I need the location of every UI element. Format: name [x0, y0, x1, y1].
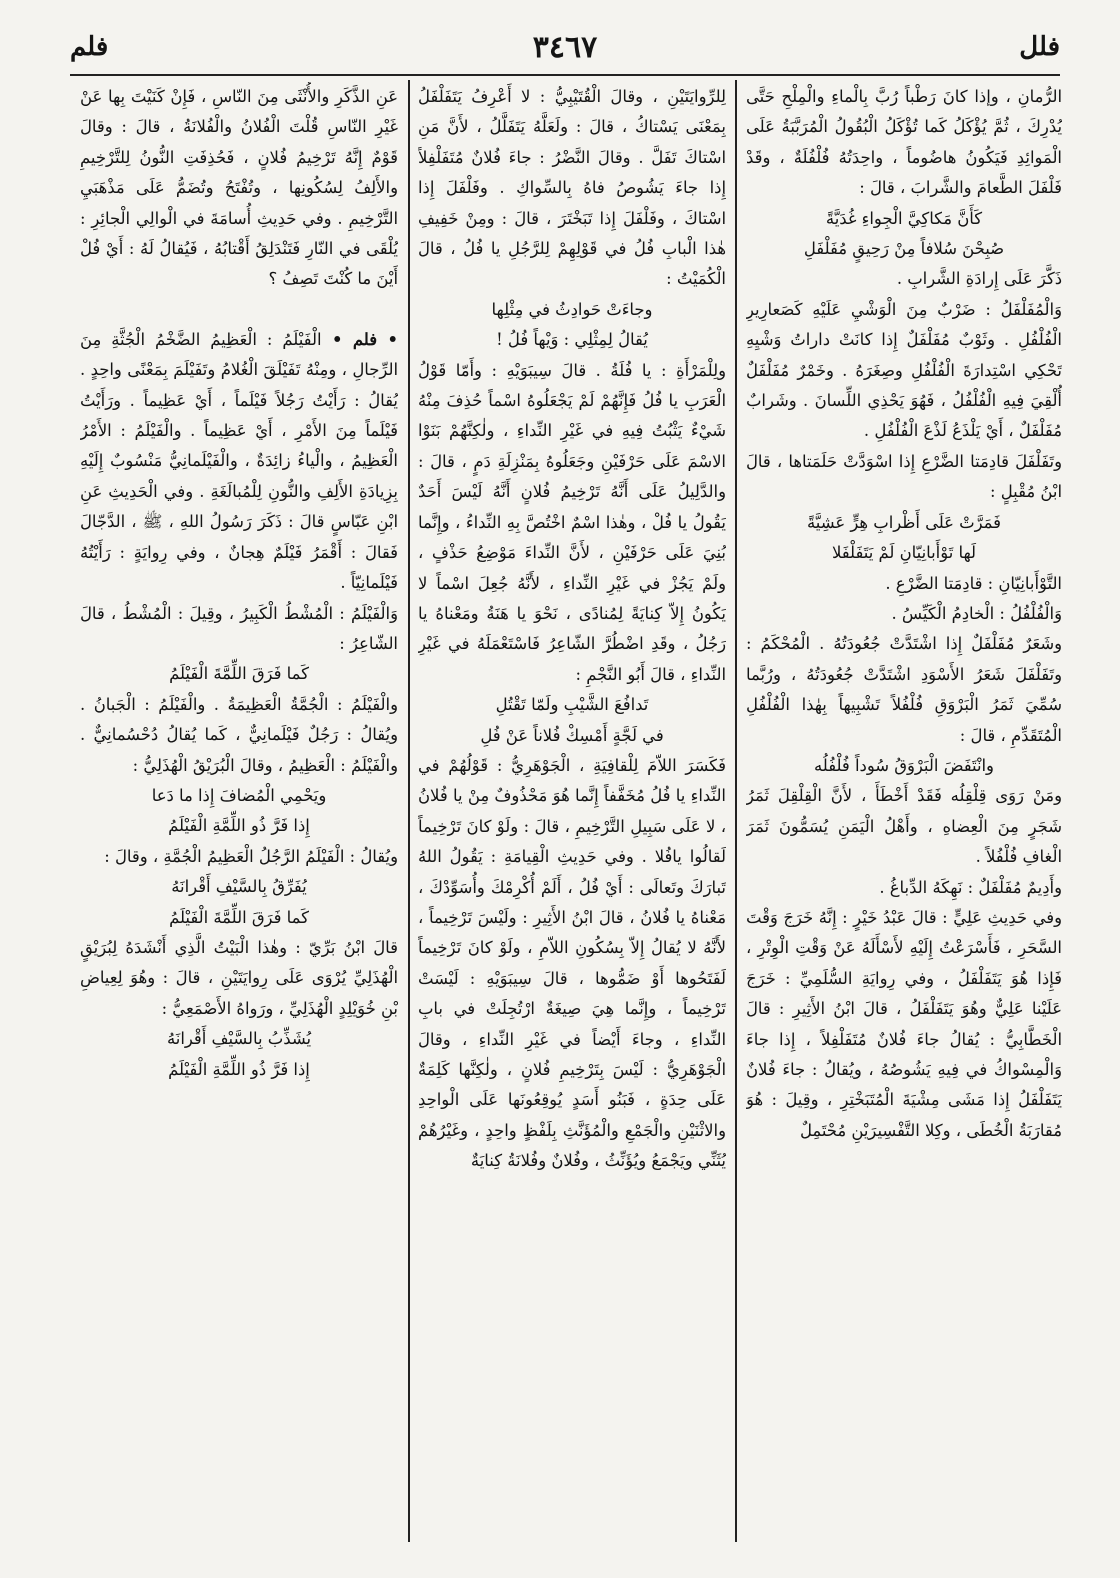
paragraph-text: وَالْفُلْفُلُ : الْخادِمُ الْكَيِّسُ . [891, 603, 1062, 623]
text-paragraph [746, 569, 1062, 599]
text-paragraph [80, 82, 398, 295]
text-paragraph [746, 903, 1062, 1146]
text-paragraph [80, 842, 398, 872]
paragraph-text: ذَكَّرَ عَلَى إِرادَةِ الشَّرابِ . [896, 269, 1062, 289]
verse-line [418, 721, 726, 751]
column-divider-right [735, 80, 737, 1542]
paragraph-text: لَها تَوْأَبانِيّانِ لَمْ يَتَفَلْفَلا [831, 543, 977, 563]
header-rule [70, 74, 1060, 76]
paragraph-text: وشَعَرٌ مُفَلْفَلٌ إِذا اشْتَدَّتْ جُعُودَتُهُ . الْمُحْكَمُ : وتَفَلْفَلَ شَعَرُ الأَسْوَدِ اشْتَدَّتْ جُعُودَتُهُ ، ورُبَّما سُمِّيَ ثَمَرُ الْبَرْوَقِ فُلْفُلاً تَشْبِيهاً بِهٰذا الْفُلْفُلِ الْمُتَقَدِّمِ ، قالَ : [746, 634, 1062, 745]
verse-line [746, 751, 1062, 781]
paragraph-text: التَّوْأَبانِيّانِ : قادِمَتا الضَّرْعِ . [885, 573, 1062, 593]
paragraph-text: قالَ ابْنُ بَرِّيّ : وهٰذا الْبَيْتُ الَّذِي أَنْشَدَهُ لِبُرَيْقٍ الْهُذَلِيِّ يُرْوَى عَلَى رِوايَتَيْنِ ، قالَ : وهُوَ لِعِياضِ بْنِ خُوَيْلِدٍ الْهُذَلِيِّ ، ورَواهُ الأَصْمَعِيُّ : [80, 937, 398, 1018]
text-paragraph [80, 690, 398, 781]
text-paragraph [418, 82, 726, 295]
text-paragraph [746, 781, 1062, 872]
paragraph-text: والْفَيْلَمُ : الْجُمَّةُ الْعَظِيمَةُ . والْفَيْلَمُ : الْجَبانُ . ويُقالُ : رَجُلٌ فَيْلَمانِيٌّ ، كَما يُقالُ دُحْسُمانِيٌّ . والْفَيْلَمُ : الْعَظِيمُ ، وقالَ الْبُرَيْقُ الْهُذَلِيُّ : [80, 694, 398, 775]
text-paragraph [746, 82, 1062, 204]
paragraph-text: وَالْمُفَلْفَلُ : ضَرْبٌ مِنَ الْوَشْيِ عَلَيْهِ كَصَعارِيرِ الْفُلْفُلِ . وثَوْبٌ مُفَلْفَلٌ إِذا كانَتْ داراتُ وَشْيِهِ تَحْكِي اسْتِدارَةَ الْفُلْفُلِ وصِغَرَهُ . وخَمْرٌ مُفَلْفَلٌ أُلْقِيَ فِيهِ الْفُلْفُلُ ، فَهُوَ يَحْذِي اللِّسانَ . وشَرابٌ مُفَلْفَلٌ ، أَيْ يَلْذَعُ لَذْعَ الْفُلْفُلِ . [746, 299, 1062, 441]
paragraph-text: عَنِ الذَّكَرِ والأُنْثَى مِنَ النّاسِ ، فَإِنْ كَنَيْتَ بِها عَنْ غَيْرِ النّاسِ قُلْتَ الْفُلانُ والْفُلانَةُ ، قالَ : وقالَ قَوْمٌ إِنَّهُ تَرْخِيمُ فُلانٍ ، فَحُذِفَتِ النُّونُ لِلتَّرْخِيمِ والأَلِفُ لِسُكُونِها ، وتُفْتَحُ وتُضَمُّ عَلَى مَذْهَبَيِ التَّرْخِيمِ . وفي حَدِيثِ أُسامَةَ في الْوالِي الْجائِرِ : يُلْقَى في النّارِ فَتَنْدَلِقُ أَقْتابُهُ ، فَيُقالُ لَهُ : أَيْ فُلْ أَيْنَ ما كُنْتَ تَصِفُ ؟ [80, 87, 398, 289]
paragraph-text: وأَدِيمٌ مُفَلْفَلٌ : نَهِكَهُ الدِّباغُ . [879, 877, 1062, 897]
text-paragraph [80, 933, 398, 1024]
verse-line [418, 690, 726, 720]
paragraph-text: وَالْفَيْلَمُ : الْمُشْطُ الْكَبِيرُ ، وقِيلَ : الْمُشْطُ ، قالَ الشّاعِرُ : [80, 603, 398, 653]
text-paragraph [80, 599, 398, 660]
text-paragraph [746, 447, 1062, 508]
text-paragraph [418, 356, 726, 690]
verse-line [746, 234, 1062, 264]
text-paragraph [80, 325, 398, 599]
paragraph-text: ومَنْ رَوَى قِلْقِلُه فَقَدْ أَخْطَأَ ، لأَنَّ الْقِلْقِلَ ثَمَرُ شَجَرٍ مِنَ الْعِضاهِ ، وأَهْلُ الْيَمَنِ يُسَمُّونَ ثَمَرَ الْغافِ فُلْفُلاً . [746, 786, 1062, 867]
paragraph-text: ويَحْمِي الْمُضافَ إِذا ما دَعا [151, 785, 327, 805]
verse-line [418, 325, 726, 355]
text-paragraph [746, 264, 1062, 294]
paragraph-text: يُقالُ لِمِثْلِي : وَيْهاً فُلُ ! [496, 330, 648, 350]
paragraph-text: إِذا فَرَّ ذُو اللِّمَّةِ الْفَيْلَمُ [168, 816, 310, 836]
page-number: ٣٤٦٧ [532, 30, 598, 65]
verse-line [746, 508, 1062, 538]
paragraph-text: الْفَيْلَمُ : الْعَظِيمُ الضَّخْمُ الْجُثَّةِ مِنَ الرِّجالِ ، ومِنْهُ تَفَيْلَقَ الْغُلامُ وتَفَيْلَمَ بِمَعْنًى واحِدٍ . يُقالُ : رَأَيْتُ رَجُلاً فَيْلَماً ، أَيْ عَظِيماً . ورَأَيْتُ فَيْلَماً مِنَ الأَمْرِ ، أَيْ عَظِيماً . والْفَيْلَمُ : الأَمْرُ الْعَظِيمُ ، والْياءُ زائِدَةٌ ، والْفَيْلَمانِيُّ مَنْسُوبٌ إِلَيْهِ بِزِيادَةِ الأَلِفِ والنُّونِ لِلْمُبالَغَةِ . وفي الْحَدِيثِ عَنِ ابْنِ عَبّاسٍ قالَ : ذَكَرَ رَسُولُ اللهِ ، ﷺ ، الدَّجّالَ فَقالَ : أَقْمَرُ فَيْلَمٌ هِجانٌ ، وفي رِوايَةٍ : رَأَيْتُهُ فَيْلَمانِيّاً . [80, 329, 398, 593]
verse-line [418, 295, 726, 325]
text-paragraph [746, 873, 1062, 903]
column-left [80, 82, 398, 1540]
paragraph-text: ويُقالُ : الْفَيْلَمُ الرَّجُلُ الْعَظِيمُ الْجُمَّةِ ، وقالَ : [104, 846, 398, 866]
column-divider-left [408, 80, 410, 1542]
verse-line [80, 872, 398, 902]
verse-line [80, 903, 398, 933]
paragraph-text: كَما فَرَقَ اللِّمَّةَ الْفَيْلَمُ [169, 664, 309, 684]
verse-line [80, 1024, 398, 1054]
paragraph-text: وانْتَفَضَ الْبَرْوَقُ سُوداً فُلْفُلُه [814, 755, 994, 775]
text-paragraph [418, 751, 726, 1177]
paragraph-text: وفي حَدِيثِ عَلِيٍّ : قالَ عَبْدُ خَيْرٍ : إِنَّهُ خَرَجَ وَقْتَ السَّحَرِ ، فَأَسْرَعْتُ إِلَيْهِ لأَسْأَلَهُ عَنْ وَقْتِ الْوِتْرِ ، فَإِذا هُوَ يَتَفَلْفَلُ ، وفي رِوايَةِ السُّلَمِيِّ : خَرَجَ عَلَيْنا عَلِيٌّ وهُوَ يَتَفَلْفَلُ ، قالَ ابْنُ الأَثِيرِ : قالَ الْخَطَّابِيُّ : يُقالُ جاءَ فُلانٌ مُتَفَلْفِلاً ، إِذا جاءَ وَالْمِسْواكُ في فِيهِ يَشُوصُهُ ، ويُقالُ : جاءَ فُلانٌ يَتَفَلْفَلُ إِذا مَشَى مِشْيَةَ الْمُتَبَخْتِرِ ، وقِيلَ : هُوَ مُقارَبَةُ الْخُطَى ، وكِلا التَّفْسِيرَيْنِ مُحْتَمِلٌ [746, 907, 1062, 1140]
entry-headword: • فلم • [321, 329, 398, 349]
paragraph-text: صُبِحْنَ سُلافاً مِنْ رَحِيقٍ مُفَلْفَلِ [803, 239, 1005, 259]
verse-line [746, 204, 1062, 234]
paragraph-text: تَدافُعَ الشَّيْبِ ولَمّا تَقْتُلِ [495, 695, 649, 715]
paragraph-text: كَما فَرَقَ اللِّمَّةَ الْفَيْلَمُ [169, 907, 309, 927]
paragraph-text: في لَجَّةٍ أَمْسِكْ فُلاناً عَنْ فُلِ [480, 725, 664, 745]
paragraph-text: إِذا فَرَّ ذُو اللِّمَّةِ الْفَيْلَمُ [168, 1059, 310, 1079]
column-middle [418, 82, 726, 1540]
verse-line [80, 659, 398, 689]
paragraph-text: يُشَذِّبُ بِالسَّيْفِ أَقْرانَهُ [166, 1029, 312, 1049]
paragraph-text: الرُّمانِ ، وإذا كانَ رَطْباً رُبَّ بِالْماءِ والْمِلْحِ حَتَّى يُدْرِكَ ، ثُمَّ يُؤْكَلُ كَما تُؤْكَلُ الْبُقُولُ الْمُرَبَّبَةُ عَلَى الْمَوائِدِ فَيَكُونُ هاضُوماً ، واحِدَتُهُ فُلْفُلَةٌ ، وقَدْ فَلْفَلَ الطَّعامَ والشَّرابَ ، قالَ : [746, 87, 1062, 198]
paragraph-text: فَكَسَرَ اللاّمَ لِلْقافِيَةِ ، الْجَوْهَرِيُّ : قَوْلُهُمْ في النِّداءِ يا فُلُ مُخَفَّفاً إِنَّما هُوَ مَحْذُوفٌ مِنْ يا فُلانُ ، لا عَلَى سَبِيلِ التَّرْخِيمِ ، قالَ : ولَوْ كانَ تَرْخِيماً لَقالُوا يافُلا . وفي حَدِيثِ الْقِيامَةِ : يَقُولُ اللهُ تَبارَكَ وتَعالَى : أَيْ فُلُ ، أَلَمْ أُكْرِمْكَ وأُسَوِّدْكَ ، مَعْناهُ يا فُلانُ ، قالَ ابْنُ الأَثِيرِ : ولَيْسَ تَرْخِيماً ، لأَنَّهُ لا يُقالُ إِلاّ بِسُكُونِ اللاّمِ ، ولَوْ كانَ تَرْخِيماً لَفَتَحُوها أَوْ ضَمُّوها ، قالَ سِيبَوَيْهِ : لَيْسَتْ تَرْخِيماً ، وإِنَّما هِيَ صِيغَةٌ ارْتُجِلَتْ في بابِ النِّداءِ ، وجاءَ أَيْضاً في غَيْرِ النِّداءِ ، وقالَ الْجَوْهَرِيُّ : لَيْسَ بِتَرْخِيمِ فُلانٍ ، ولٰكِنَّها كَلِمَةٌ عَلَى حِدَةٍ ، فَبَنُو أَسَدٍ يُوقِعُونَها عَلَى الْواحِدِ والاثْنَيْنِ والْجَمْعِ والْمُؤَنَّثِ بِلَفْظٍ واحِدٍ ، وغَيْرُهُمْ يُثَنِّي ويَجْمَعُ ويُؤَنِّثُ ، وفُلانٌ وفُلانَةُ كِنايَةٌ [418, 755, 726, 1171]
paragraph-text: لِلرِّوايَتَيْنِ ، وقالَ الْقُتَيْبِيُّ : لا أَعْرِفُ يَتَفَلْفَلُ بِمَعْنَى يَسْتاكُ ، قالَ : ولَعَلَّهُ يَتَفَلَّلُ ، لأَنَّ مَنِ اسْتاكَ تَفَلَّ . وقالَ النَّضْرُ : جاءَ فُلانٌ مُتَفَلْفِلاً إِذا جاءَ يَشُوصُ فاهُ بِالسِّواكِ . وفَلْفَلَ إِذا اسْتاكَ ، وفَلْفَلَ إِذا تَبَخْتَرَ ، قالَ : ومِنْ خَفِيفِ هٰذا الْبابِ فُلُ في قَوْلِهِمْ لِلرَّجُلِ يا فُلُ ، قالَ الْكُمَيْتُ : [418, 87, 726, 289]
entry-separator [80, 295, 398, 325]
left-running-headword: فلم [70, 32, 109, 62]
paragraph-text: وتَفَلْفَلَ قادِمَتا الضَّرْعِ إِذا اسْوَدَّتْ حَلَمَتاها ، قالَ ابْنُ مُقْبِلٍ : [746, 451, 1062, 502]
verse-line [746, 538, 1062, 568]
text-paragraph [746, 599, 1062, 629]
paragraph-text: يُفَرِّقُ بِالسَّيْفِ أَقْرانَهُ [171, 877, 307, 897]
verse-line [80, 781, 398, 811]
verse-line [80, 1055, 398, 1085]
paragraph-text: ولِلْمَرْأَةِ : يا فُلَةُ . قالَ سِيبَوَيْهِ : وأَمّا قَوْلُ الْعَرَبِ يا فُلُ فَإِنَّهُمْ لَمْ يَجْعَلُوهُ اسْماً حُذِفَ مِنْهُ شَيْءٌ يَثْبُتُ فِيهِ في غَيْرِ النِّداءِ ، ولٰكِنَّهُمْ بَنَوْا الاسْمَ عَلَى حَرْفَيْنِ وجَعَلُوهُ بِمَنْزِلَةِ دَمٍ ، قالَ : والدَّلِيلُ عَلَى أَنَّهُ تَرْخِيمُ فُلانٍ أَنَّهُ لَيْسَ أَحَدٌ يَقُولُ يا فُلْ ، وهٰذا اسْمٌ اخْتُصَّ بِهِ النِّداءُ ، وإِنَّما بُنِيَ عَلَى حَرْفَيْنِ ، لأَنَّ النِّداءَ مَوْضِعُ حَذْفٍ ، ولَمْ يَجُزْ في غَيْرِ النِّداءِ ، لأَنَّهُ جُعِلَ اسْماً لا يَكُونُ إِلاّ كِنايَةً لِمُنادًى ، نَحْوَ يا هَنَةُ ومَعْناهُ يا رَجُلُ ، وقَدِ اضْطُرَّ الشّاعِرُ فَاسْتَعْمَلَهُ في غَيْرِ النِّداءِ ، قالَ أَبُو النَّجْمِ : [418, 360, 726, 684]
text-paragraph [746, 295, 1062, 447]
verse-line [80, 811, 398, 841]
text-paragraph [746, 629, 1062, 751]
column-right [746, 82, 1062, 1540]
page-header [70, 30, 1060, 74]
paragraph-text: فَمَرَّتْ عَلَى أَظْرابِ هِرٍّ عَشِيَّةً [807, 512, 1001, 532]
right-running-headword: فلل [1019, 32, 1060, 62]
paragraph-text: كَأَنَّ مَكاكِيَّ الْجِواءِ غُدَيَّةً [825, 208, 983, 228]
paragraph-text: وجاءَتْ حَوادِثُ في مِثْلِها [491, 299, 653, 319]
